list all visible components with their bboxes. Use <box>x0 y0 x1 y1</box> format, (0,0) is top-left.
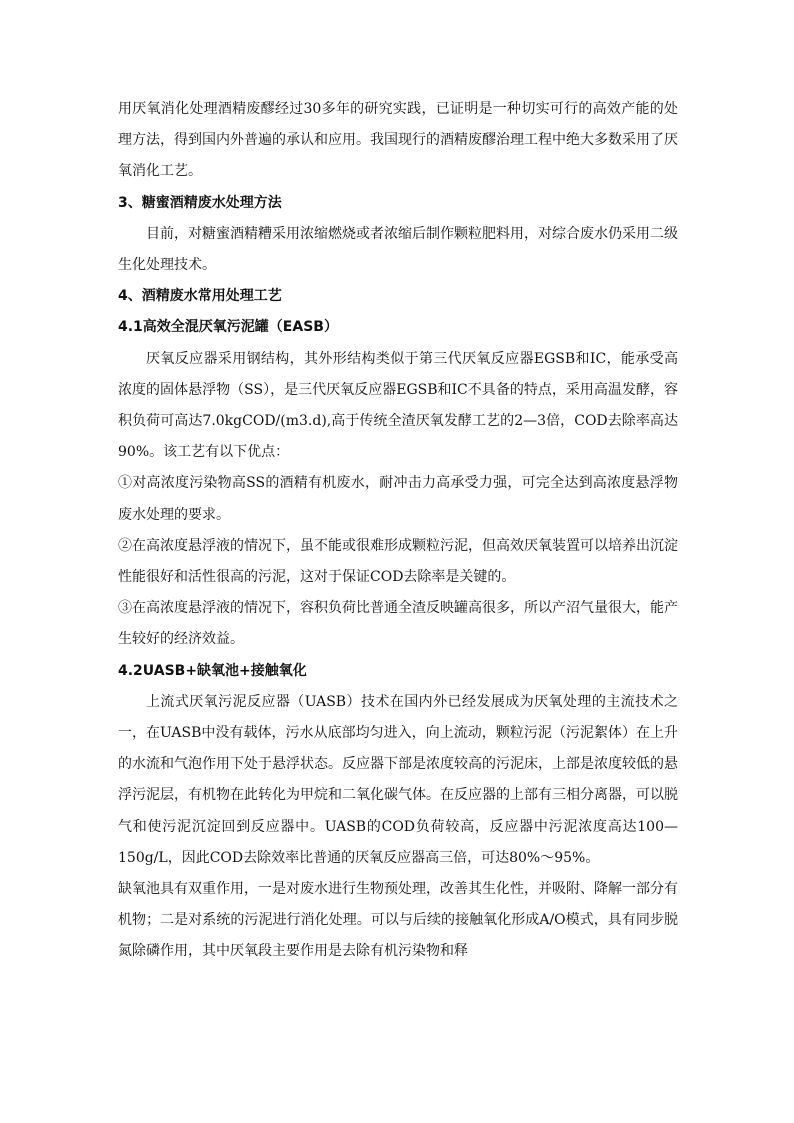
list-item: ②在高浓度悬浮液的情况下，虽不能或很难形成颗粒污泥，但高效厌氧装置可以培养出沉淀性能很好和活性很高的污泥，这对于保证COD去除率是关键的。 <box>118 537 678 586</box>
section-heading: 3、糖蜜酒精废水处理方法 <box>118 194 282 211</box>
list-item: ①对高浓度污染物高SS的酒精有机废水，耐冲击力高承受力强，可完全达到高浓度悬浮物废水处理的要求。 <box>118 475 678 523</box>
body-paragraph: 上流式厌氧污泥反应器（UASB）技术在国内外已经发展成为厌氧处理的主流技术之一，在UASB中没有载体，污水从底部均匀进入，向上流动，颗粒污泥（污泥絮体）在上升的水流和气泡作用下处于悬浮状态。反应器下部是浓度较高的污泥床，上部是浓度较低的悬浮污泥层，有机物在此转化为甲烷和二氧化碳气体。在反应器的上部有三相分离器，可以脱气和使污泥沉淀回到反应器中。UASB的COD负荷较高，反应器中污泥浓度高达100—150g/L，因此COD去除效率比普通的厌氧反应器高三倍，可达80%～95%。 <box>118 693 678 866</box>
body-paragraph: 缺氧池具有双重作用，一是对废水进行生物预处理，改善其生化性，并吸附、降解一部分有机物；二是对系统的污泥进行消化处理。可以与后续的接触氧化形成A/O模式，具有同步脱氮除磷作用，其中厌氧段主要作用是去除有机污染物和释 <box>118 881 678 960</box>
list-item: ③在高浓度悬浮液的情况下，容积负荷比普通全渣反映罐高很多，所以产沼气量很大，能产生较好的经济效益。 <box>118 600 678 648</box>
section-heading: 4、酒精废水常用处理工艺 <box>118 288 282 305</box>
body-paragraph: 厌氧反应器采用钢结构，其外形结构类似于第三代厌氧反应器EGSB和IC，能承受高浓度的固体悬浮物（SS），是三代厌氧反应器EGSB和IC不具备的特点，采用高温发酵，容积负荷可高达7.0kgCOD/(m3.d),高于传统全渣厌氧发酵工艺的2—3倍，COD去除率高达90%。该工艺有以下优点： <box>118 350 678 461</box>
body-paragraph: 目前，对糖蜜酒精糟采用浓缩燃烧或者浓缩后制作颗粒肥料用，对综合废水仍采用二级生化处理技术。 <box>118 225 678 274</box>
subsection-heading: 4.1高效全混厌氧污泥罐（EASB） <box>118 319 338 336</box>
body-paragraph: 用厌氧消化处理酒精废醪经过30多年的研究实践，已证明是一种切实可行的高效产能的处理方法，得到国内外普遍的承认和应用。我国现行的酒精废醪治理工程中绝大多数采用了厌氧消化工艺。 <box>118 101 678 180</box>
subsection-heading: 4.2UASB+缺氧池+接触氧化 <box>118 662 307 679</box>
document-page <box>118 94 678 968</box>
